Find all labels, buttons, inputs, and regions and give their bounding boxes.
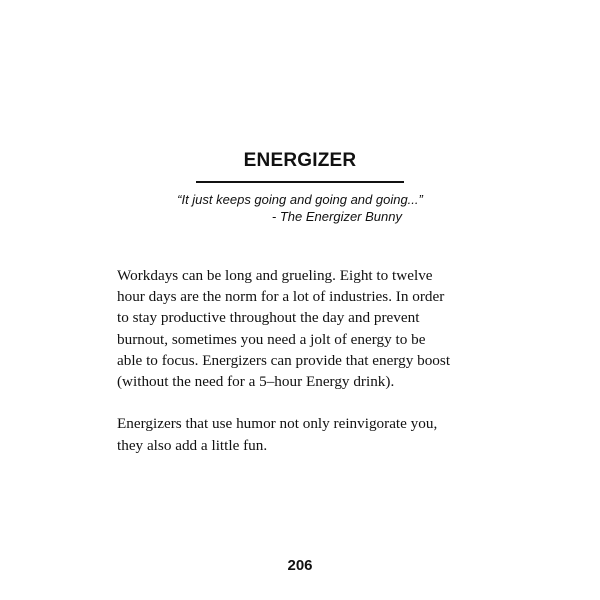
paragraph-line: hour days are the norm for a lot of industries. In order — [117, 288, 445, 306]
title-underline-rule — [196, 181, 404, 183]
epigraph-quote: “It just keeps going and going and going...” — [177, 192, 423, 207]
paragraph-line: Workdays can be long and grueling. Eight to twelve — [117, 267, 433, 284]
paragraph-line: they also add a little fun. — [117, 436, 268, 454]
paragraph-line: able to focus. Energizers can provide that energy boost — [117, 351, 451, 369]
chapter-title: ENERGIZER — [243, 150, 357, 171]
paragraph-line: Energizers that use humor not only reinvigorate you, — [117, 415, 438, 433]
epigraph-attribution: - The Energizer Bunny — [271, 209, 402, 224]
body-text — [117, 265, 497, 456]
paragraph-line: to stay productive throughout the day and prevent — [117, 309, 420, 327]
page-number: 206 — [287, 557, 313, 574]
paragraph-line: burnout, sometimes you need a jolt of energy to be — [117, 330, 426, 348]
paragraph-line: (without the need for a 5–hour Energy drink). — [117, 373, 395, 391]
paragraph-2 — [117, 413, 497, 455]
epigraph — [160, 191, 440, 225]
paragraph-1 — [117, 265, 497, 392]
